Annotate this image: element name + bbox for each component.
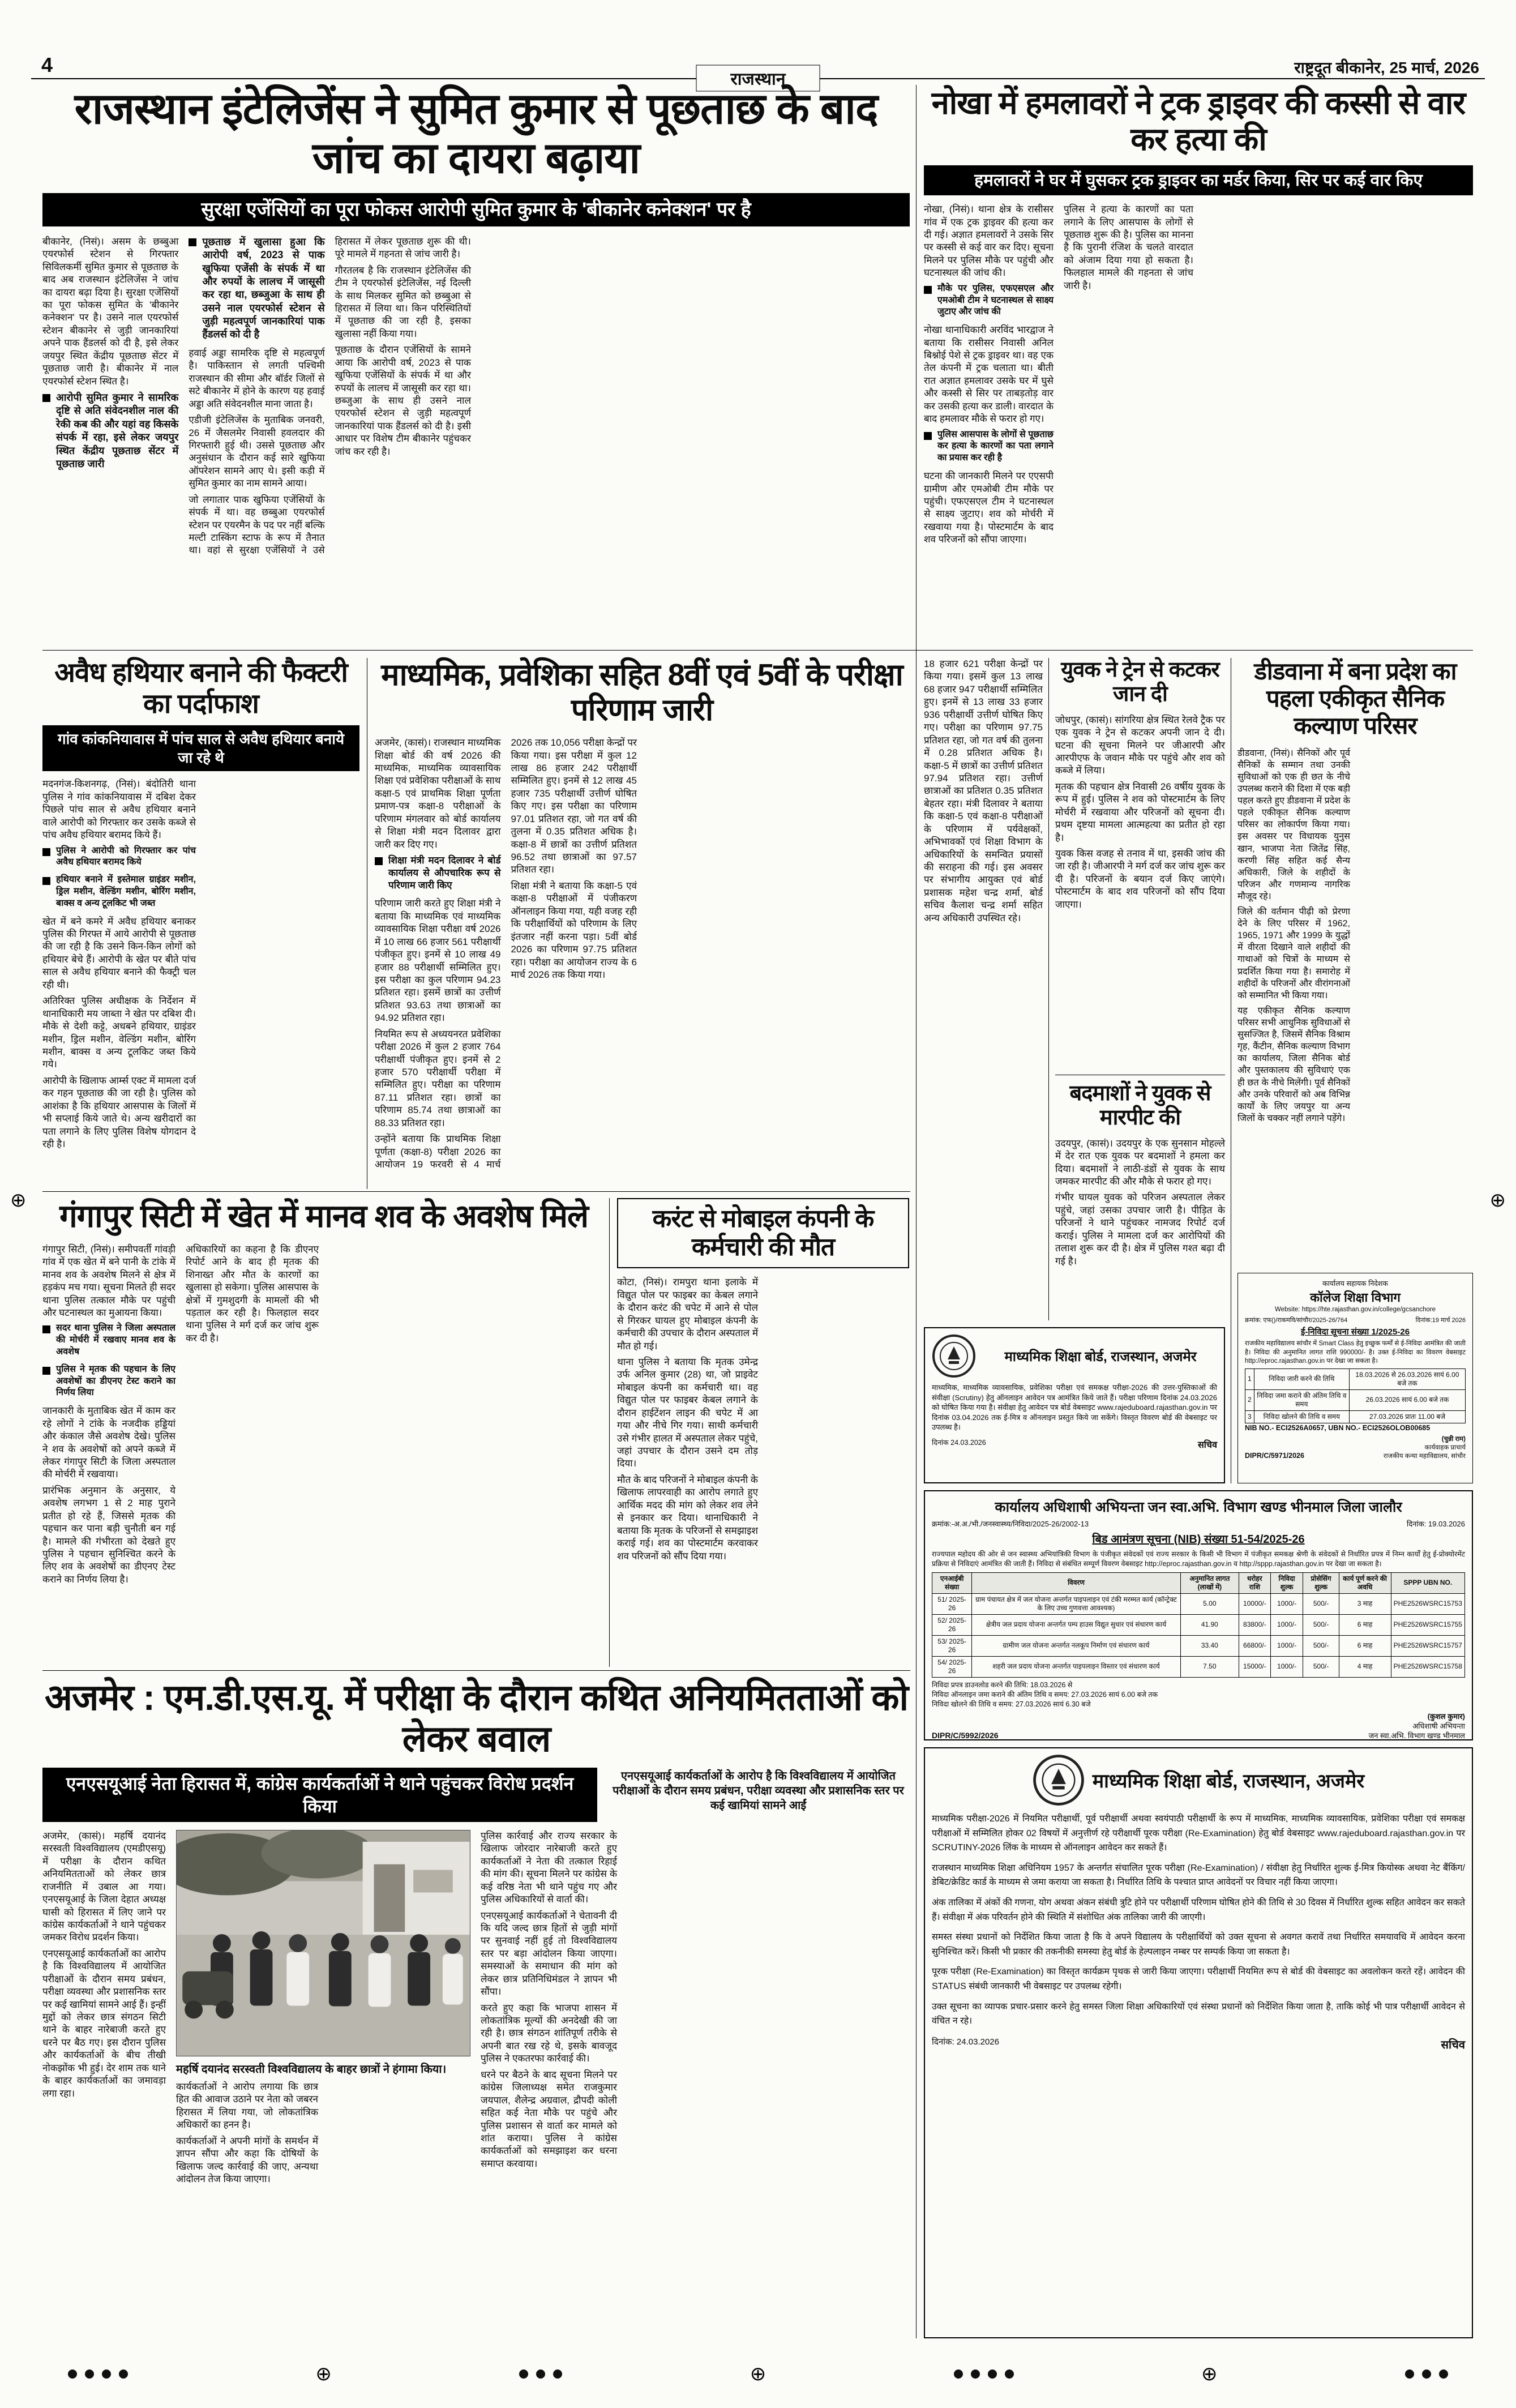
ad-phed-tender bbox=[924, 1490, 1473, 1740]
article-headline: बदमाशों ने युवक से मारपीट की bbox=[1069, 1081, 1211, 1130]
vertical-rule-current bbox=[609, 1198, 610, 1667]
paragraph: शिक्षा मंत्री ने बताया कि कक्षा-5 एवं कक्षा-8 परीक्षाओं में पंजीकरण ऑनलाइन किया गया, यही वजह रही कि परीक्षार्थियों को परिणाम के लिए इंतजार नहीं करना पड़ा। 5वीं बोर्ड 2026 का परिणाम 97.75 प्रतिशत रहा। परीक्षा का आयोजन राज्य के 6 मार्च 2026 तक किया गया। bbox=[511, 880, 637, 980]
article-body bbox=[617, 1276, 909, 1633]
article-body bbox=[42, 1830, 910, 2311]
square-bullet-icon bbox=[375, 857, 383, 865]
paragraph: घटना की जानकारी मिलने पर एएसपी ग्रामीण और एमओबी टीम मौके पर पहुंची। एफएसएल टीम ने घटनास्थल से साक्ष्य जुटाए। शव को मोर्चरी में रखवाया गया है। पोस्टमार्टम के बाद शव परिजनों को सौंपा जाएगा। bbox=[924, 471, 1054, 545]
ad-date: दिनांक: 19.03.2026 bbox=[1406, 1520, 1465, 1528]
paragraph: बीकानेर, (निसं)। असम के छब्बुआ एयरफोर्स स्टेशन से गिरफ्तार सिविलकर्मी सुमित कुमार से पूछताछ के बाद अब राजस्थान इंटेलिजेंस ने जांच का दायरा बढ़ा दिया है। सुरक्षा एजेंसियों का पूरा फोकस सुमित के 'बीकानेर कनेक्शन' पर है। उसने नाल एयरफोर्स स्टेशन बीकानेर से जुड़ी जानकारियां अपने पाक हैंडलर्स को दी है, इसे लेकर जयपुर स्थित केंद्रीय पूछताछ सेंटर में पूछताछ जारी है। बीकानेर में नाल एयरफोर्स स्टेशन स्थित है। bbox=[42, 236, 179, 387]
bullet-item: आरोपी सुमित कुमार ने सामरिक दृष्टि से अति संवेदनशील नाल की रेकी कब की और यहां वह किसके संपर्क में रहा, इसे लेकर जयपुर स्थित केंद्रीय पूछताछ सेंटर में पूछताछ जारी bbox=[42, 391, 178, 471]
article-body bbox=[42, 236, 910, 570]
paragraph: एनएसयूआई कार्यकर्ताओं का आरोप है कि विश्वविद्यालय में आयोजित परीक्षाओं के दौरान समय प्रबंधन, परीक्षा व्यवस्था और प्रशासनिक स्तर पर कई खामियां सामने आई हैं। इन्हीं मुद्दों को लेकर छात्र संगठन सिटी थाने के बाहर नारेबाजी करते हुए धरने पर बैठ गए। इस दौरान पुलिस और कार्यकर्ताओं के बीच तीखी नोकझोंक भी हुई। देर शाम तक थाने के बाहर कार्यकर्ताओं का जमावड़ा लगा रहा। bbox=[42, 1948, 166, 2099]
article-body bbox=[1055, 714, 1225, 1054]
registration-crosshair-right: ⊕ bbox=[1489, 1190, 1506, 1211]
paragraph: खेत में बने कमरे में अवैध हथियार बनाकर पुलिस की गिरफ्त में आये आरोपी से पूछताछ की जा रही है कि उसने किन-किन लोगों को हथियार बेचे हैं। आरोपी के खेत पर बीते पांच साल से अवैध हथियार बनाने की फैक्ट्री चल रही थी। bbox=[42, 916, 196, 990]
paragraph: एनएसयूआई कार्यकर्ताओं ने चेतावनी दी कि यदि जल्द छात्र हितों से जुड़ी मांगों पर सुनवाई नहीं हुई तो विश्वविद्यालय स्तर पर बड़ा आंदोलन किया जाएगा। समस्याओं के समाधान की मांग को लेकर छात्र प्रतिनिधिमंडल ने ज्ञापन भी सौंपा। bbox=[481, 1910, 617, 1998]
bullet-item: पुलिस आसपास के लोगों से पूछताछ कर हत्या के कारणों का पता लगाने का प्रयास कर रही है bbox=[924, 429, 1054, 464]
ad-title: माध्यमिक शिक्षा बोर्ड, राजस्थान, अजमेर bbox=[1092, 1770, 1365, 1792]
ad-nib-line: NIB NO.- ECI2526A0657, UBN NO.- ECI2526OLOB00685 bbox=[1245, 1423, 1431, 1432]
article-body bbox=[924, 203, 1473, 566]
article-headline: गंगापुर सिटी में खेत में मानव शव के अवशेष मिले bbox=[59, 1198, 588, 1234]
paragraph: नोखा, (निसं)। थाना क्षेत्र के रासीसर गांव में एक ट्रक ड्राइवर की हत्या कर दी गई। अज्ञात हमलावरों ने उसके सिर पर कस्सी से कई वार कर दिए। सूचना मिलने पर पुलिस मौके पर पहुंची और घटनास्थल की जांच की। bbox=[924, 204, 1054, 279]
ad-paragraph: पूरक परीक्षा (Re-Examination) का विस्तृत कार्यक्रम पृथक से जारी किया जाएगा। परीक्षार्थी नियमित रूप से बोर्ड की वेबसाइट का अवलोकन करते रहें। आवेदन की STATUS संबंधी जानकारी भी वेबसाइट पर उपलब्ध रहेगी। bbox=[932, 1967, 1465, 1991]
paragraph: जिले की वर्तमान पीढ़ी को प्रेरणा देने के लिए परिसर में 1962, 1965, 1971 और 1999 के युद्धों में वीरता दिखाने वाले शहीदों की गाथाओं को चित्रों के माध्यम से प्रदर्शित किया गया है। समारोह में शहीदों के परिजनों और वीरांगनाओं को सम्मानित भी किया गया। bbox=[1237, 907, 1350, 1000]
square-bullet-icon bbox=[42, 1367, 50, 1375]
section-title: राजस्थान bbox=[696, 65, 820, 92]
square-bullet-icon bbox=[42, 1325, 50, 1333]
tender-note-1: निविदा प्रपत्र डाउनलोड करने की तिथि: 18.03.2026 से bbox=[932, 1680, 1073, 1689]
article-gangapur-remains bbox=[42, 1198, 605, 1668]
article-body bbox=[1055, 1137, 1225, 1307]
tender-table: एनआईबी संख्या विवरण अनुमानित लागत (लाखों में) धरोहर राशि निविदा शुल्क प्रोसेसिंग शुल्क कार्य पूर्ण करने की अवधि SPPP UBN NO. 51/ 2025-26 ग्राम पंचायत क्षेत्र में जल योजना अन्तर्गत पाइपलाइन एवं टंकी मरम्मत कार्य (कॉन्ट्रेक्ट के लिए उच्च गुणवत्ता आवश्यक) 5.00 10000/- 1000/- 500/- 3 माह PHE2526WSRC15753 52/ 2025-26 क्षेत्रीय जल प्रदाय योजना अन्तर्गत पम्प हाउस विद्युत सुधार एवं संधारण कार्य 41.90 83800/- 1000/- 500/- 6 माह PHE2526WSRC15755 53/ 2025-26 ग्रामीण जल योजना अन्तर्गत नलकूप निर्माण एवं संधारण कार्य 33.40 66800/- 1000/- 500/- 6 माह PHE2526WSRC15757 54/ 2025-26 शहरी जल प्रदाय योजना अन्तर्गत पाइपलाइन विस्तार एवं संधारण कार्य 7.50 15000/- 1000/- 500/- 4 माह PHE2526WSRC15758 bbox=[932, 1572, 1465, 1678]
paragraph: डीडवाना, (निसं)। सैनिकों और पूर्व सैनिकों के सम्मान तथा उनकी सुविधाओं को एक ही छत के नीचे उपलब्ध कराने की दिशा में एक बड़ी पहल करते हुए डीडवाना में प्रदेश के पहले एकीकृत सैनिक कल्याण परिसर का लोकार्पण किया गया। इस अवसर पर विधायक युनुस खान, भाजपा नेता जितेंद्र सिंह, करणी सिंह सहित कई सैन्य अधिकारी, जिले के शहीदों के परिजन और गणमान्य नागरिक मौजूद रहे। bbox=[1237, 748, 1350, 901]
article-intelligence bbox=[42, 85, 910, 648]
article-subhead: गांव कांकनियावास में पांच साल से अवैध हथियार बनाये जा रहे थे bbox=[42, 725, 359, 771]
article-train-suicide bbox=[1055, 658, 1225, 1070]
body-column-left bbox=[42, 1830, 166, 2311]
ad-title: माध्यमिक शिक्षा बोर्ड, राजस्थान, अजमेर bbox=[1004, 1349, 1197, 1365]
paragraph: युवक किस वजह से तनाव में था, इसकी जांच की जा रही है। जीआरपी ने मर्ग दर्ज कर जांच शुरू कर दी है। परिजनों के बयान दर्ज किए जाएंगे। पोस्टमार्टम के बाद शव परिजनों को सौंप दिया जाएगा। bbox=[1055, 848, 1225, 910]
article-subhead: सुरक्षा एजेंसियों का पूरा फोकस आरोपी सुमित कुमार के 'बीकानेर कनेक्शन' पर है bbox=[42, 193, 910, 226]
ad-website: Website: https://hte.rajasthan.gov.in/college/gcsanchore bbox=[1274, 1306, 1436, 1313]
paragraph: अधिकारियों का कहना है कि डीएनए रिपोर्ट आने के बाद ही मृतक की शिनाख्त और मौत के कारणों का खुलासा हो सकेगा। पुलिस आसपास के क्षेत्रों में गुमशुदगी के मामलों की भी पड़ताल कर रही है। फिलहाल सदर थाना पुलिस ने मर्ग दर्ज कर जांच शुरू कर दी है। bbox=[186, 1243, 319, 1344]
article-body bbox=[1237, 747, 1473, 1246]
paragraph: उदयपुर, (कासं)। उदयपुर के एक सुनसान मोहल्ले में देर रात एक युवक पर बदमाशों ने हमला कर दिया। बदमाशों ने लाठी-डंडों से युवक के साथ जमकर मारपीट की और मौके से फरार हो गए। bbox=[1055, 1137, 1225, 1187]
dot-cluster bbox=[954, 2369, 1014, 2379]
ad-signatory-office: राजकीय कन्या महाविद्यालय, सांचौर bbox=[1383, 1452, 1466, 1460]
pull-quote: एनएसयूआई कार्यकर्ताओं के आरोप है कि विश्वविद्यालय में आयोजित परीक्षाओं के दौरान समय प्रबंधन, परीक्षा व्यवस्था और प्रशासनिक स्तर पर कई खामियां सामने आईं bbox=[613, 1769, 904, 1812]
registration-crosshair-bottom: ⊕ bbox=[315, 2363, 332, 2385]
horizontal-rule-3 bbox=[42, 1670, 910, 1671]
paragraph: अजमेर, (कासं)। राजस्थान माध्यमिक शिक्षा बोर्ड की वर्ष 2026 की माध्यमिक, माध्यमिक व्यावसायिक शिक्षा एवं प्रवेशिका परीक्षाओं के साथ कक्षा-5 एवं प्राथमिक शिक्षा पूर्णता प्रमाण-पत्र कक्षा-8 परीक्षाओं के परिणाम मंगलवार को बोर्ड कार्यालय से शिक्षा मंत्री मदन दिलावर द्वारा जारी कर दिए गए। bbox=[375, 737, 501, 850]
paragraph: अतिरिक्त पुलिस अधीक्षक के निर्देशन में थानाधिकारी मय जाब्ता ने खेत पर दबिश दी। मौके से देशी कट्टे, अधबने हथियार, ग्राइंडर मशीन, ड्रिल मशीन, वेल्डिंग मशीन, बोरिंग मशीन, बाक्स व अन्य टूलकिट जब्त किये गये। bbox=[42, 995, 196, 1070]
ad-paragraph: अंक तालिका में अंकों की गणना, योग अथवा अंकन संबंधी त्रुटि होने पर परीक्षार्थी परिणाम घोषित होने की तिथि से 30 दिवस में निर्धारित शुल्क सहित आवेदन कर सकते हैं। संवीक्षा में अंक परिवर्तन होने की स्थिति में संशोधित अंक तालिका जारी की जाएगी। bbox=[932, 1897, 1465, 1922]
edition-dateline: राष्ट्रदूत बीकानेर, 25 मार्च, 2026 bbox=[1294, 59, 1479, 76]
horizontal-rule-1 bbox=[42, 650, 1473, 651]
vertical-rule-cont bbox=[1048, 658, 1049, 1320]
ad-paragraph: राजस्थान माध्यमिक शिक्षा अधिनियम 1957 के अन्तर्गत संचालित पूरक परीक्षा (Re-Examination) / संवीक्षा हेतु निर्धारित शुल्क ई-मित्र कियोस्क अथवा नेट बैंकिंग/डेबिट/क्रेडिट कार्ड के माध्यम से जमा कराया जा सकता है। निर्धारित तिथि के पश्चात प्राप्त आवेदनों पर विचार नहीं किया जाएगा। bbox=[932, 1863, 1465, 1888]
tender-note-2: निविदा ऑनलाइन जमा कराने की अंतिम तिथि व समय: 27.03.2026 सायं 6.00 बजे तक bbox=[932, 1690, 1158, 1699]
paragraph: थाना पुलिस ने बताया कि मृतक उमेन्द्र उर्फ अनिल कुमार (28) था, जो प्राइवेट मोबाइल कंपनी का कर्मचारी था। वह विद्युत पोल पर फाइबर केबल लगाने के दौरान हाईटेंशन लाइन की चपेट में आ गया और नीचे गिर गया। साथी कर्मचारी उसे गंभीर हालत में अस्पताल लेकर पहुंचे, जहां उपचार के दौरान उसने दम तोड़ दिया। bbox=[617, 1356, 758, 1469]
article-subhead: हमलावरों ने घर में घुसकर ट्रक ड्राइवर का मर्डर किया, सिर पर कई वार किए bbox=[924, 165, 1473, 196]
paragraph: जो लगातार पाक खुफिया एजेंसियों के संपर्क में था। वह छब्बुआ एयरफोर्स स्टेशन पर एयरमैन के पद पर नहीं बल्कि मल्टी टास्किंग स्टाफ के रूप में तैनात था। वहां से सुरक्षा एजेंसियों ने उसे हिरासत में लेकर पूछताछ शुरू की थी। पूरे मामले में गहनता से जांच जारी है। bbox=[189, 236, 471, 556]
article-mdsu-protest bbox=[42, 1677, 910, 2338]
paragraph: 18 हजार 621 परीक्षा केन्द्रों पर किया गया। इसमें कुल 13 लाख 68 हजार 947 परीक्षार्थी सम्मिलित हुए। इनमें से 13 लाख 33 हजार 936 परीक्षार्थी उत्तीर्ण घोषित किए गए। परीक्षा का परिणाम 97.75 प्रतिशत रहा, जो गत वर्ष की तुलना में 0.28 प्रतिशत अधिक है। कक्षा-5 में छात्रों का उत्तीर्ण प्रतिशत 97.94 प्रतिशत रहा। उत्तीर्ण छात्राओं का प्रतिशत 0.35 प्रतिशत बेहतर रहा। मंत्री दिलावर ने बताया कि कक्षा-5 एवं कक्षा-8 परीक्षाओं के परिणाम में पर्यवेक्षकों, अभिभावकों एवं शिक्षा विभाग के अधिकारियों के समन्वित प्रयासों की सराहना की गई। इस अवसर पर संभागीय आयुक्त एवं बोर्ड प्रशासक महेश चन्द्र शर्मा, बोर्ड सचिव कैलाश चन्द्र शर्मा सहित अन्य अधिकारी उपस्थित रहे। bbox=[924, 658, 1043, 923]
ad-ref: क्रमांक:-अ.अ./भी./जनस्वास्थ्य/निविदा/2025-26/2002-13 bbox=[932, 1520, 1089, 1528]
ad-paragraph: राज्यपाल महोदय की ओर से जन स्वास्थ्य अभियांत्रिकी विभाग के पंजीकृत संवेदकों एवं राज्य सरकार के किसी भी विभाग में पंजीकृत समकक्ष श्रेणी के संवेदकों से निर्धारित प्रपत्र में निम्न कार्यों हेतु ई-प्रोक्योरमेंट प्रक्रिया से निविदाएं आमंत्रित की जाती हैं। निविदा से संबंधित सम्पूर्ण विवरण वेबसाइट http://eproc.rajasthan.gov.in व http://sppp.rajasthan.gov.in पर देखा जा सकता है। bbox=[932, 1550, 1465, 1568]
article-youth-assault bbox=[1055, 1081, 1225, 1319]
ad-paragraph: माध्यमिक परीक्षा-2026 में नियमित परीक्षार्थी, पूर्व परीक्षार्थी अथवा स्वयंपाठी परीक्षार्थी के रूप में माध्यमिक, माध्यमिक व्यावसायिक, प्रवेशिका परीक्षा एवं समकक्ष परीक्षाओं में सम्मिलित होकर 02 विषयों में अनुत्तीर्ण रहे परीक्षार्थी पूरक परीक्षा (Re-Examination) हेतु बोर्ड वेबसाइट www.rajeduboard.rajasthan.gov.in पर SCRUTINY-2026 लिंक के माध्यम से ऑनलाइन आवेदन कर सकते हैं। bbox=[932, 1814, 1465, 1853]
square-bullet-icon bbox=[42, 394, 50, 402]
article-body bbox=[375, 737, 909, 1173]
ad-signatory-title: कार्यवाहक प्राचार्य bbox=[1424, 1444, 1466, 1451]
paragraph: गंभीर घायल युवक को परिजन अस्पताल लेकर पहुंचे, जहां उसका उपचार जारी है। पीड़ित के परिजनों ने थाने पहुंचकर नामजद रिपोर्ट दर्ज कराई। पुलिस ने मामला दर्ज कर आरोपियों की तलाश शुरू कर दी है। क्षेत्र में पुलिस गश्त बढ़ा दी गई है। bbox=[1055, 1192, 1225, 1267]
ad-signatory: सचिव bbox=[1441, 2038, 1465, 2051]
ad-title: कॉलेज शिक्षा विभाग bbox=[1310, 1290, 1401, 1304]
paragraph: करते हुए कहा कि भाजपा शासन में लोकतांत्रिक मूल्यों की अनदेखी की जा रही है। छात्र संगठन शांतिपूर्ण तरीके से अपनी बात रख रहे थे, इसके बावजूद पुलिस ने एकतरफा कार्रवाई की। bbox=[481, 2002, 617, 2064]
ad-date: दिनांक 24.03.2026 bbox=[932, 1438, 986, 1447]
ad-paragraph: उक्त सूचना का व्यापक प्रचार-प्रसार करने हेतु समस्त जिला शिक्षा अधिकारियों एवं संस्था प्रधानों को निर्देशित किया जाता है, ताकि कोई भी पात्र परीक्षार्थी आवेदन से वंचित न रहे। bbox=[932, 2001, 1465, 2026]
ad-office: कार्यालय अधिशाषी अभियन्ता जन स्वा.अभि. विभाग खण्ड भीनमाल जिला जालौर bbox=[995, 1499, 1402, 1515]
ad-signatory: सचिव bbox=[1197, 1440, 1217, 1450]
paragraph: धरने पर बैठने के बाद सूचना मिलने पर कांग्रेस जिलाध्यक्ष समेत राजकुमार जयपाल, शैलेन्द्र अग्रवाल, द्रौपदी कोली सहित कई नेता मौके पर पहुंचे और पुलिस प्रशासन से वार्ता कर मामले को शांत कराया। पुलिस ने कांग्रेस कार्यकर्ताओं को समझाइश कर धरना समाप्त करवाया। bbox=[481, 2069, 617, 2169]
registration-crosshair-bottom: ⊕ bbox=[750, 2363, 766, 2385]
article-headline: अवैध हथियार बनाने की फैक्टरी का पर्दाफाश bbox=[54, 658, 348, 719]
article-electrocution bbox=[617, 1198, 909, 1668]
ad-signatory-office: जन स्वा.अभि. विभाग खण्ड भीनमाल bbox=[1368, 1731, 1465, 1740]
article-headline: नोखा में हमलावरों ने ट्रक ड्राइवर की कस्सी से वार कर हत्या की bbox=[931, 85, 1466, 157]
paragraph: नियमित रूप से अध्ययनरत प्रवेशिका परीक्षा 2026 में कुल 2 हजार 764 परीक्षार्थी पंजीकृत हुए। इनमें से 2 हजार 570 परीक्षार्थी परीक्षा में सम्मिलित हुए। परीक्षा का परिणाम 87.11 प्रतिशत रहा। छात्रों का परिणाम 85.74 तथा छात्राओं का 88.33 प्रतिशत रहा। bbox=[375, 1028, 501, 1128]
under-photo-text bbox=[176, 2081, 470, 2251]
paragraph: गंगापुर सिटी, (निसं)। समीपवर्ती गांवड़ी गांव में एक खेत में बने पानी के टांके में मानव शव के अवशेष मिलने से क्षेत्र में हड़कंप मच गया। सूचना मिलते ही सदर थाना पुलिस तत्काल मौके पर पहुंची और घटनास्थल का मुआयना किया। bbox=[42, 1243, 175, 1319]
article-headline: युवक ने ट्रेन से कटकर जान दी bbox=[1061, 658, 1219, 707]
article-headline: करंट से मोबाइल कंपनी के कर्मचारी की मौत bbox=[617, 1198, 909, 1268]
square-bullet-icon bbox=[924, 286, 932, 294]
page-number: 4 bbox=[41, 53, 53, 76]
article-body bbox=[42, 1243, 605, 1611]
article-headline: माध्यमिक, प्रवेशिका सहित 8वीं एवं 5वीं के परीक्षा परिणाम जारी bbox=[381, 658, 903, 727]
article-subhead: एनएसयूआई नेता हिरासत में, कांग्रेस कार्यकर्ताओं ने थाने पहुंचकर विरोध प्रदर्शन किया bbox=[42, 1768, 597, 1822]
bullet-item: शिक्षा मंत्री मदन दिलावर ने बोर्ड कार्यालय से औपचारिक रूप से परिणाम जारी किए bbox=[375, 854, 501, 892]
bullet-item: हथियार बनाने में इस्तेमाल ग्राइंडर मशीन, ड्रिल मशीन, वेल्डिंग मशीन, बोरिंग मशीन, बाक्स व अन्य टूलकिट भी जब्त bbox=[42, 874, 196, 909]
ad-dept-line: कार्यालय सहायक निदेशक bbox=[1322, 1280, 1389, 1288]
paragraph: आरोपी के खिलाफ आर्म्स एक्ट में मामला दर्ज कर गहन पूछताछ की जा रही है। पुलिस को आशंका है कि हथियार आसपास के जिलों में भी सप्लाई किये जाते थे। अन्य खरीदारों का पता लगाने के लिए पुलिस विशेष योगदान दे रही है। bbox=[42, 1075, 196, 1150]
paragraph: पुलिस कार्रवाई और राज्य सरकार के खिलाफ जोरदार नारेबाजी करते हुए कार्यकर्ताओं ने नेता की तत्काल रिहाई की मांग की। सूचना मिलने पर कांग्रेस के कई वरिष्ठ नेता भी थाने पहुंच गए और पुलिस अधिकारियों से वार्ता की। bbox=[481, 1830, 617, 1905]
article-body bbox=[924, 658, 1043, 1184]
paragraph: पुलिस ने हत्या के कारणों का पता लगाने के लिए आसपास के लोगों से पूछताछ शुरू की है। पुलिस का मानना है कि पुरानी रंजिश के चलते वारदात को अंजाम दिया गया हो सकता है। फिलहाल मामले की गहनता से जांच जारी है। bbox=[1064, 204, 1193, 291]
article-headline: राजस्थान इंटेलिजेंस ने सुमित कुमार से पूछताछ के बाद जांच का दायरा बढ़ाया bbox=[74, 85, 878, 182]
ad-notice-no: ई-निविदा सूचना संख्या 1/2025-26 bbox=[1300, 1327, 1410, 1337]
paragraph: एडीजी इंटेलिजेंस के मुताबिक जनवरी, 26 में जैसलमेर निवासी हवलदार की गिरफ्तारी हुई थी। उससे पूछताछ और अनुसंधान के दौरान कई सारे खुफिया ऑपरेशन सामने आए थे। इसी कड़ी में सुमित कुमार का नाम सामने आया। bbox=[189, 414, 325, 489]
paragraph: गौरतलब है कि राजस्थान इंटेलिजेंस की टीम ने एयरफोर्स इंटेलिजेंस, नई दिल्ली के साथ मिलकर सुमित को छब्बुआ से हिरासत में लिया था। किन परिस्थितियों में पूछताछ की जा रही है, इसका खुलासा नहीं किया गया। bbox=[335, 264, 471, 339]
bullet-item: मौके पर पुलिस, एफएसएल और एमओबी टीम ने घटनास्थल से साक्ष्य जुटाए और जांच की bbox=[924, 283, 1054, 318]
ad-paragraph: माध्यमिक, माध्यमिक व्यावसायिक, प्रवेशिका परीक्षा एवं समकक्ष परीक्षा-2026 की उत्तर-पुस्तिकाओं की संवीक्षा (Scrutiny) हेतु ऑनलाइन आवेदन पत्र आमंत्रित किये जाते हैं। परीक्षा परिणाम दिनांक 24.03.2026 को घोषित किया गया है। संवीक्षा हेतु आवेदन पत्र बोर्ड वेबसाइट www.rajeduboard.rajasthan.gov.in पर दिनांक 03.04.2026 तक ई-मित्र व ऑनलाइन प्रस्तुत किये जा सकेंगे। विस्तृत विवरण बोर्ड की वेबसाइट पर उपलब्ध है। bbox=[932, 1383, 1217, 1432]
bullet-item: सदर थाना पुलिस ने जिला अस्पताल की मोर्चरी में रखवाए मानव शव के अवशेष bbox=[42, 1323, 175, 1358]
paragraph: जोधपुर, (कासं)। सांगरिया क्षेत्र स्थित रेलवे ट्रैक पर एक युवक ने ट्रेन से कटकर अपनी जान दे दी। घटना की सूचना मिलने पर जीआरपी और आरपीएफ के जवान मौके पर पहुंचे और शव को कब्जे में लिया। bbox=[1055, 714, 1225, 776]
ad-dipr: DIPR/C/5992/2026 bbox=[932, 1731, 999, 1740]
paragraph: यह एकीकृत सैनिक कल्याण परिसर सभी आधुनिक सुविधाओं से सुसज्जित है, जिसमें सैनिक विश्राम गृह, कैंटीन, सैनिक कल्याण विभाग का कार्यालय, जिला सैनिक बोर्ड और पुस्तकालय की सुविधाएं एक ही छत के नीचे मिलेंगी। पूर्व सैनिकों और उनके परिवारों को अब विभिन्न कार्यों के लिए जयपुर या अन्य जिलों के चक्कर नहीं लगाने पड़ेंगे। bbox=[1237, 1006, 1350, 1123]
body-columns-right bbox=[481, 1830, 910, 2311]
paragraph: अजमेर, (कासं)। महर्षि दयानंद सरस्वती विश्वविद्यालय (एमडीएसयू) में परीक्षा के दौरान कथित अनियमितताओं को लेकर छात्र राजनीति में उबाल आ गया। एनएसयूआई के जिला देहात अध्यक्ष घासी को हिरासत में लिए जाने पर कांग्रेस कार्यकर्ताओं ने थाने पहुंचकर जमकर विरोध प्रदर्शन किया। bbox=[42, 1830, 166, 1943]
article-board-results bbox=[375, 658, 909, 1187]
board-logo-icon bbox=[1033, 1754, 1085, 1806]
paragraph: पूछताछ के दौरान एजेंसियों के सामने आया कि आरोपी वर्ष, 2023 से पाक खुफिया एजेंसियों के संपर्क में था और रुपयों के लालच में जासूसी कर रहा था। छब्जुआ के साथ ही उसने नाल एयरफोर्स स्टेशन से जुड़ी महत्वपूर्ण जानकारियां पाक हैंडलर्स को दी है। इसी आधार पर विशेष टीम बीकानेर पहुंचकर जांच कर रही है। bbox=[335, 344, 471, 457]
paragraph: मौत के बाद परिजनों ने मोबाइल कंपनी के खिलाफ लापरवाही का आरोप लगाते हुए आर्थिक मदद की मांग को लेकर शव लेने से इनकार कर दिया। थानाधिकारी ने बताया कि मृतक के परिजनों से समझाइश कराई गई। शव का पोस्टमार्टम करवाकर शव परिजनों को सौंप दिया गया। bbox=[617, 1474, 758, 1562]
article-headline: डीडवाना में बना प्रदेश का पहला एकीकृत सैनिक कल्याण परिसर bbox=[1254, 658, 1457, 739]
ad-nib-title: बिड आमंत्रण सूचना (NIB) संख्या 51-54/2025-26 bbox=[1092, 1533, 1305, 1546]
paragraph: जानकारी के मुताबिक खेत में काम कर रहे लोगों ने टांके के नजदीक हड्डियां और कंकाल जैसे अवशेष देखे। पुलिस ने शव के अवशेषों को अपने कब्जे में लेकर गंगापुर सिटी के जिला अस्पताल की मोर्चरी में रखवाया। bbox=[42, 1405, 175, 1480]
photo-caption: महर्षि दयानंद सरस्वती विश्वविद्यालय के बाहर छात्रों ने हंगामा किया। bbox=[176, 2063, 447, 2076]
square-bullet-icon bbox=[924, 432, 932, 440]
horizontal-rule-2 bbox=[42, 1191, 910, 1192]
ad-ref: क्रमांक: एफ()/राकमवि/सांचौर/2025-26/764 bbox=[1245, 1317, 1348, 1324]
article-headline: अजमेर : एम.डी.एस.यू. में परीक्षा के दौरान कथित अनियमितताओं को लेकर बवाल bbox=[44, 1677, 909, 1759]
article-nokha-murder bbox=[924, 85, 1473, 648]
paragraph: हवाई अड्डा सामरिक दृष्टि से महत्वपूर्ण है। पाकिस्तान से लगती पश्चिमी राजस्थान की सीमा और बॉर्डर जिलों से सटे बीकानेर में होने के कारण यह हवाई अड्डा अति संवेदनशील माना जाता है। bbox=[189, 347, 325, 409]
registration-crosshair-left: ⊕ bbox=[10, 1190, 27, 1211]
ad-signatory-title: अधिशाषी अभियन्ता bbox=[1412, 1722, 1465, 1731]
registration-crosshair-bottom: ⊕ bbox=[1201, 2363, 1218, 2385]
ad-board-scrutiny bbox=[924, 1327, 1225, 1483]
paragraph: उन्होंने बताया कि प्राथमिक शिक्षा पूर्णता (कक्षा-8) परीक्षा 2026 का आयोजन 19 फरवरी से 4 मार्च 2026 तक 10,056 परीक्षा केन्द्रों पर किया गया। इस परीक्षा में कुल 12 लाख 86 हजार 242 परीक्षार्थी सम्मिलित हुए। इनमें से 12 लाख 45 हजार 735 परीक्षार्थी उत्तीर्ण घोषित किए गए। इस परीक्षा का परिणाम 97.01 प्रतिशत रहा, जो गत वर्ष की तुलना में 0.35 प्रतिशत अधिक है। कक्षा-8 में छात्रों का उत्तीर्ण प्रतिशत 96.52 तथा छात्राओं का 97.57 प्रतिशत रहा। bbox=[375, 737, 637, 1170]
ad-college-education bbox=[1237, 1273, 1473, 1483]
paragraph: कार्यकर्ताओं ने आरोप लगाया कि छात्र हित की आवाज उठाने पर नेता को जबरन हिरासत में लिया गया, जो लोकतांत्रिक अधिकारों का हनन है। bbox=[176, 2081, 318, 2131]
ad-date: दिनांक:19 मार्च 2026 bbox=[1415, 1317, 1466, 1324]
ad-paragraph: राजकीय महाविद्यालय सांचौर में Smart Class हेतु इच्छुक फर्मों से ई-निविदा आमंत्रित की जाती है। निविदा की अनुमानित लागत राशि 990000/- है। उक्त ई-निविदा का विवरण वेबसाइट http://eproc.rajasthan.gov.in पर देखा जा सकता है। bbox=[1245, 1340, 1466, 1365]
ad-paragraph: समस्त संस्था प्रधानों को निर्देशित किया जाता है कि वे अपने विद्यालय के परीक्षार्थियों को उक्त सूचना से अवगत करावें तथा निर्धारित समयावधि में आवेदन करना सुनिश्चित करें। किसी भी प्रकार की तकनीकी समस्या हेतु बोर्ड के हेल्पलाइन नम्बर पर सम्पर्क किया जा सकता है। bbox=[932, 1932, 1465, 1957]
article-weapons-factory bbox=[42, 658, 359, 1187]
dot-cluster bbox=[1405, 2369, 1448, 2379]
dot-cluster bbox=[519, 2369, 562, 2379]
vertical-rule-main bbox=[916, 85, 917, 2338]
article-body bbox=[42, 778, 359, 1152]
paragraph: मदनगंज-किशनगढ़, (निसं)। बंदोतिरी थाना पुलिस ने गांव कांकनियावास में दबिश देकर पिछले पांच साल से अवैध हथियार बनाने वाले आरोपी को गिरफ्तार कर उसके कब्जे से पांच अवैध हथियार बरामद किये हैं। bbox=[42, 779, 196, 841]
registration-dot-row bbox=[68, 2363, 1448, 2385]
ad-dipr: DIPR/C/5971/2026 bbox=[1245, 1451, 1304, 1460]
dot-cluster bbox=[68, 2369, 128, 2379]
article-board-results-continued bbox=[924, 658, 1043, 1187]
ad-signatory: (कुशल कुमार) bbox=[1427, 1712, 1465, 1721]
ad-board-reexam bbox=[924, 1747, 1473, 2338]
square-bullet-icon bbox=[189, 238, 196, 246]
square-bullet-icon bbox=[42, 877, 50, 885]
masthead bbox=[31, 49, 1485, 89]
board-logo-icon bbox=[932, 1334, 976, 1378]
paragraph: नोखा थानाधिकारी अरविंद भारद्वाज ने बताया कि रासीसर निवासी अनिल बिश्नोई पेशे से ट्रक ड्राइवर था। वह एक तेल कंपनी में ट्रक चलाता था। बीती रात अज्ञात हमलावर उसके घर में घुसे और कस्सी से सिर पर ताबड़तोड़ वार कर उसकी हत्या कर डाली। वारदात के बाद हमलावर मौके से फरार हो गए। bbox=[924, 324, 1054, 425]
paragraph: कार्यकर्ताओं ने अपनी मांगों के समर्थन में ज्ञापन सौंपा और कहा कि दोषियों के खिलाफ जल्द कार्रवाई की जाए, अन्यथा आंदोलन तेज किया जाएगा। bbox=[176, 2135, 318, 2184]
college-tender-table: 1 निविदा जारी करने की तिथि 18.03.2026 से 26.03.2026 सायं 6.00 बजे तक 2 निविदा जमा कराने की अंतिम तिथि व समय 26.03.2026 सायं 6.00 बजे तक 3 निविदा खोलने की तिथि व समय 27.03.2026 प्रातः 11.00 बजे bbox=[1245, 1368, 1466, 1423]
ad-signatory: (चुन्नी राम) bbox=[1441, 1435, 1466, 1443]
bullet-item: पुलिस ने मृतक की पहचान के लिए अवशेषों का डीएनए टेस्ट कराने का निर्णय लिया bbox=[42, 1364, 175, 1399]
tender-note-3: निविदा खोलने की तिथि व समय: 27.03.2026 सायं 6.30 बजे bbox=[932, 1700, 1091, 1708]
square-bullet-icon bbox=[42, 848, 50, 856]
paragraph: कोटा, (निसं)। रामपुरा थाना इलाके में विद्युत पोल पर फाइबर का केबल लगाने के दौरान करंट की चपेट में आने से पोल से गिरकर घायल हुए मोबाइल कंपनी के कर्मचारी की उपचार के दौरान अस्पताल में मौत हो गई। bbox=[617, 1277, 759, 1351]
bullet-item: पुलिस ने आरोपी को गिरफ्तार कर पांच अवैध हथियार बरामद किये bbox=[42, 845, 196, 869]
paragraph: परिणाम जारी करते हुए शिक्षा मंत्री ने बताया कि माध्यमिक एवं माध्यमिक व्यावसायिक शिक्षा परीक्षा वर्ष 2026 में 10 लाख 66 हजार 561 परीक्षार्थी पंजीकृत हुए। इनमें से 10 लाख 49 हजार 88 परीक्षार्थी सम्मिलित हुए। इस परीक्षा का कुल परिणाम 94.23 प्रतिशत रहा। इसमें छात्रों का उत्तीर्ण प्रतिशत 93.63 तथा छात्राओं का 94.92 प्रतिशत रहा। bbox=[375, 898, 501, 1024]
ad-date: दिनांक: 24.03.2026 bbox=[932, 2037, 999, 2047]
paragraph: मृतक की पहचान क्षेत्र निवासी 26 वर्षीय युवक के रूप में हुई। पुलिस ने शव को पोस्टमार्टम के लिए मोर्चरी में रखवाया और परिजनों को सूचना दी। प्रथम दृष्टया मामला आत्महत्या का प्रतीत हो रहा है। bbox=[1055, 781, 1225, 843]
photo-block bbox=[176, 1830, 470, 2311]
article-didwana-sainik-parisar bbox=[1237, 658, 1473, 1263]
protest-photo bbox=[176, 1830, 470, 2056]
bullet-item: पूछताछ में खुलासा हुआ कि आरोपी वर्ष, 2023 से पाक खुफिया एजेंसी के संपर्क में था और रुपयों के लालच में जासूसी कर रहा था, छब्जुआ के साथ ही उसने नाल एयरफोर्स स्टेशन से जुड़ी महत्वपूर्ण जानकारियां पाक हैंडलर्स को दी है bbox=[189, 236, 324, 341]
paragraph: प्रारंभिक अनुमान के अनुसार, ये अवशेष लगभग 1 से 2 माह पुराने प्रतीत हो रहे हैं, जिससे मृतक की पहचान कर पाना बड़ी चुनौती बन गई है। मामले की गंभीरता को देखते हुए पुलिस ने पहचान सुनिश्चित करने के लिए शव के अवशेषों का डीएनए टेस्ट कराने का निर्णय लिया है। bbox=[42, 1485, 175, 1585]
